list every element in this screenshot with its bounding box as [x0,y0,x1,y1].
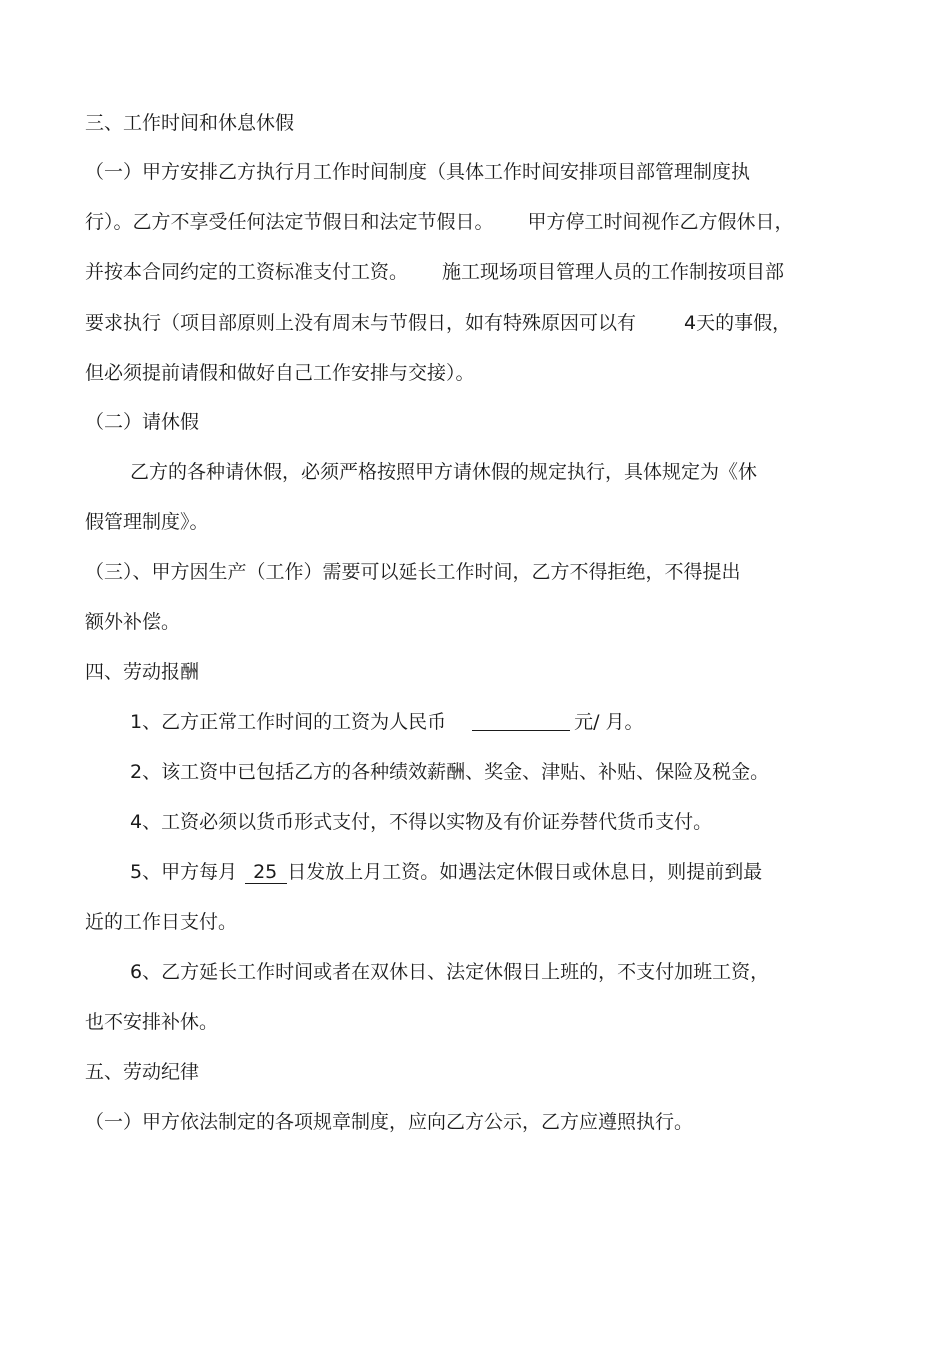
text-segment: 元/ 月。 [574,711,644,733]
section-3-para-1-line-4 [85,310,791,336]
section-4-item-5-line-1 [130,859,762,885]
section-3-para-1-line-5: 但必须提前请假和做好自己工作安排与交接）。 [85,362,475,384]
section-4-item-2: 2、该工资中已包括乙方的各种绩效薪酬、奖金、津贴、补贴、保险及税金。 [130,761,770,783]
salary-blank-field [472,710,570,731]
section-4-item-6-line-2: 也不安排补休。 [85,1011,219,1033]
text-segment: 日发放上月工资。如遇法定休假日或休息日，则提前到最 [287,861,763,883]
section-3-para-3-line-2: 额外补偿。 [85,611,181,633]
section-3-para-2-line-2: 假管理制度》。 [85,511,209,533]
text-segment: 行）。乙方不享受任何法定节假日和法定节假日。 [85,211,494,233]
section-4-item-4: 4、工资必须以货币形式支付，不得以实物及有价证券替代货币支付。 [130,811,713,833]
section-4-item-5-line-2: 近的工作日支付。 [85,911,238,933]
text-segment: 并按本合同约定的工资标准支付工资。 [85,261,409,283]
section-3-para-2-line-1: 乙方的各种请休假，必须严格按照甲方请休假的规定执行，具体规定为《休 [130,461,758,483]
section-3-para-1-line-3 [85,259,784,285]
text-segment: 天的事假， [696,312,792,334]
section-3-heading: 三、工作时间和休息休假 [85,112,295,134]
text-segment: 5、甲方每月 [130,861,238,883]
text-segment: 甲方停工时间视作乙方假休日， [527,211,794,233]
section-3-subheading-2: （二）请休假 [85,411,200,433]
section-5-para-1: （一）甲方依法制定的各项规章制度，应向乙方公示，乙方应遵照执行。 [85,1111,694,1133]
section-3-para-1-line-1: （一）甲方安排乙方执行月工作时间制度（具体工作时间安排项目部管理制度执 [85,161,751,183]
text-segment: 1、乙方正常工作时间的工资为人民币 [130,711,447,733]
text-segment: 要求执行（项目部原则上没有周末与节假日，如有特殊原因可以有 [85,312,637,334]
section-3-para-3-line-1: （三）、甲方因生产（工作）需要可以延长工作时间，乙方不得拒绝，不得提出 [85,561,741,583]
section-4-item-6-line-1: 6、乙方延长工作时间或者在双休日、法定休假日上班的，不支付加班工资， [130,961,770,983]
section-3-para-1-line-2 [85,209,794,235]
section-4-heading: 四、劳动报酬 [85,661,200,683]
text-segment: 施工现场项目管理人员的工作制按项目部 [442,261,785,283]
pay-day-value: 25 [245,861,287,884]
leave-days-value: 4 [684,312,697,334]
section-4-item-1 [130,709,644,735]
section-5-heading: 五、劳动纪律 [85,1061,200,1083]
